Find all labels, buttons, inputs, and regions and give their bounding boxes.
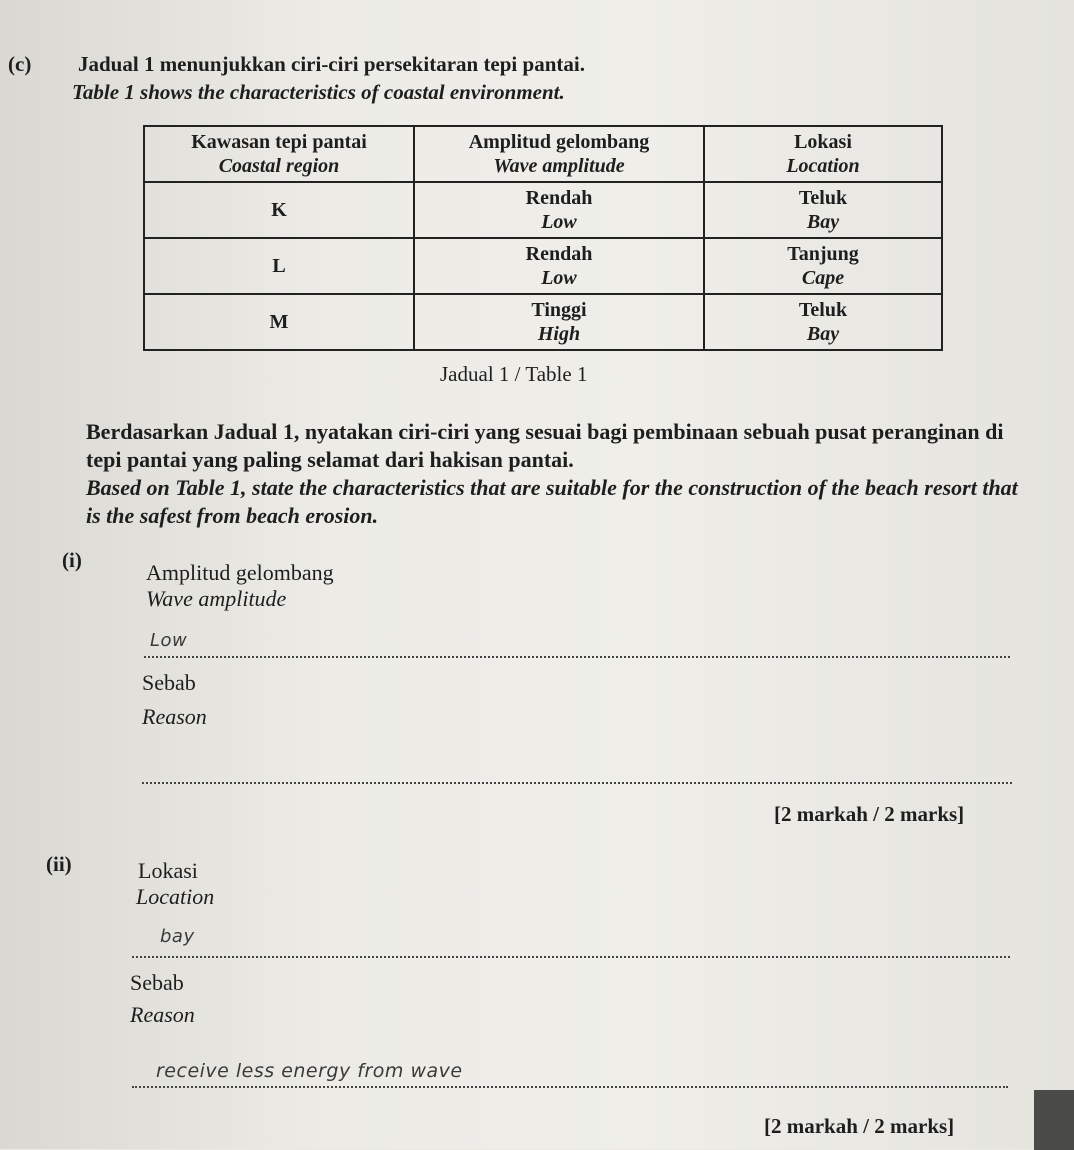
coastal-table xyxy=(143,125,943,351)
part-i-answer-line xyxy=(144,656,1010,658)
part-ii-label-english: Location xyxy=(136,884,215,909)
part-i-label-malay: Amplitud gelombang xyxy=(146,560,334,585)
cell-location: Teluk Bay xyxy=(704,294,942,350)
instruction-english: Based on Table 1, state the characteristics that are suitable for the construction of the beach resort that is the safest from beach erosion. xyxy=(86,475,1018,528)
header-wave-amplitude: Amplitud gelombang Wave amplitude xyxy=(414,126,704,182)
cell-amplitude: Rendah Low xyxy=(414,182,704,238)
part-ii-reason-english: Reason xyxy=(130,1002,195,1027)
cell-location: Teluk Bay xyxy=(704,182,942,238)
part-i-reason-line xyxy=(142,782,1012,784)
cell-region: K xyxy=(144,182,414,238)
page-edge-shadow xyxy=(1034,1090,1074,1150)
part-i-marks: [2 markah / 2 marks] xyxy=(774,802,965,826)
table-row xyxy=(144,294,942,350)
part-i-number: (i) xyxy=(62,548,82,572)
cell-amplitude: Rendah Low xyxy=(414,238,704,294)
part-ii-reason-answer[interactable]: receive less energy from wave xyxy=(156,1060,463,1082)
part-ii-label-malay: Lokasi xyxy=(138,858,198,883)
table-row xyxy=(144,182,942,238)
table-row xyxy=(144,238,942,294)
cell-region: L xyxy=(144,238,414,294)
question-part-label: (c) xyxy=(8,52,32,76)
part-i-label-english: Wave amplitude xyxy=(146,586,287,611)
part-ii-number: (ii) xyxy=(46,852,72,876)
cell-location: Tanjung Cape xyxy=(704,238,942,294)
part-ii-reason-line xyxy=(132,1086,1008,1088)
part-ii-answer[interactable]: bay xyxy=(160,926,195,947)
part-ii-reason-malay: Sebab xyxy=(130,970,184,995)
part-i-answer[interactable]: Low xyxy=(150,630,188,651)
part-i-reason-english: Reason xyxy=(142,704,207,729)
table-caption: Jadual 1 / Table 1 xyxy=(440,362,588,386)
header-coastal-region: Kawasan tepi pantai Coastal region xyxy=(144,126,414,182)
table-header-row xyxy=(144,126,942,182)
part-i-reason-malay: Sebab xyxy=(142,670,196,695)
cell-amplitude: Tinggi High xyxy=(414,294,704,350)
part-ii-answer-line xyxy=(132,956,1010,958)
instruction-malay: Berdasarkan Jadual 1, nyatakan ciri-ciri yang sesuai bagi pembinaan sebuah pusat peranginan di tepi pantai yang paling selamat dari hakisan pantai. xyxy=(86,419,1004,472)
header-location: Lokasi Location xyxy=(704,126,942,182)
cell-region: M xyxy=(144,294,414,350)
intro-english: Table 1 shows the characteristics of coastal environment. xyxy=(72,80,565,104)
intro-malay: Jadual 1 menunjukkan ciri-ciri persekitaran tepi pantai. xyxy=(78,52,585,76)
part-ii-marks: [2 markah / 2 marks] xyxy=(764,1114,955,1138)
